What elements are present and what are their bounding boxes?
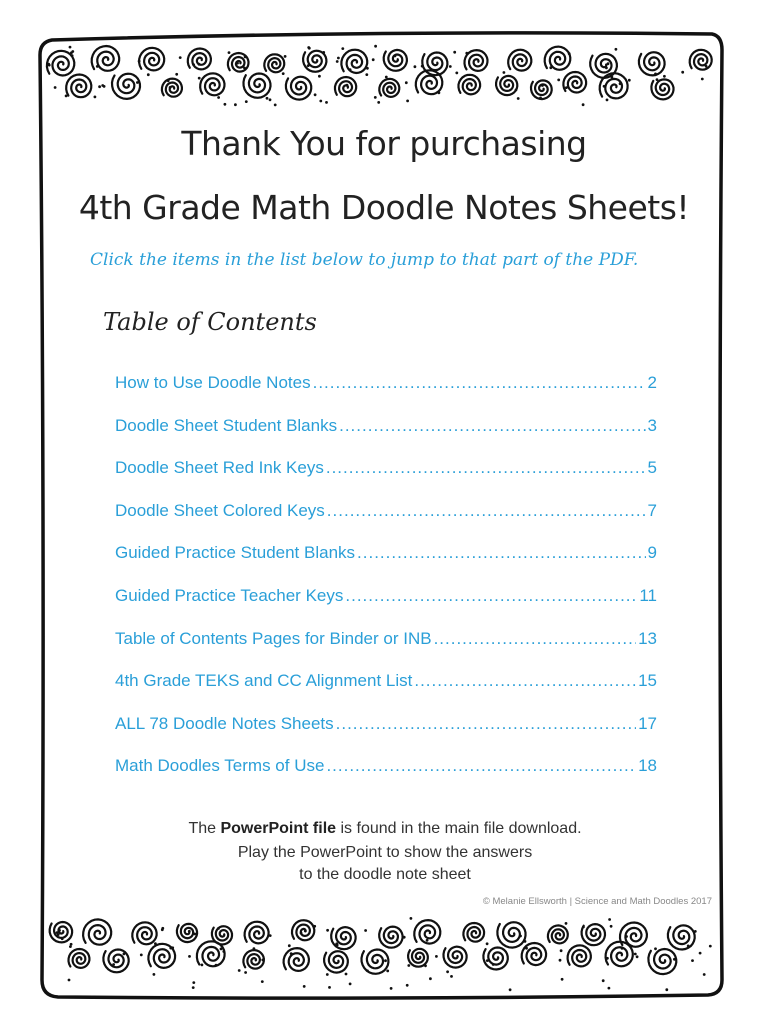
dot-doodle bbox=[486, 959, 489, 962]
swirl-doodle bbox=[582, 924, 605, 945]
toc-item-toc-pages[interactable] bbox=[115, 629, 657, 672]
toc-leader-dots bbox=[327, 501, 646, 521]
dot-doodle bbox=[365, 73, 368, 76]
dot-doodle bbox=[385, 76, 388, 79]
dot-doodle bbox=[453, 51, 456, 54]
dot-doodle bbox=[112, 963, 115, 966]
swirl-doodle bbox=[568, 945, 591, 966]
dot-doodle bbox=[561, 978, 564, 981]
dot-doodle bbox=[282, 72, 285, 75]
dot-doodle bbox=[565, 922, 568, 925]
dot-doodle bbox=[568, 52, 571, 55]
dot-doodle bbox=[101, 84, 104, 87]
dot-doodle bbox=[319, 100, 322, 103]
dot-doodle bbox=[169, 86, 172, 89]
dot-doodle bbox=[405, 81, 408, 84]
swirl-doodle bbox=[292, 920, 314, 940]
swirl-doodle bbox=[606, 942, 633, 967]
dot-doodle bbox=[610, 925, 613, 928]
swirl-doodle bbox=[200, 73, 224, 95]
swirl-doodle bbox=[639, 52, 665, 75]
toc-item-page: 17 bbox=[638, 713, 657, 733]
toc-item-page: 3 bbox=[647, 415, 657, 435]
dot-doodle bbox=[625, 935, 628, 938]
swirl-doodle bbox=[341, 50, 367, 73]
dot-doodle bbox=[450, 975, 453, 978]
swirl-doodle bbox=[69, 949, 90, 968]
swirl-doodle bbox=[531, 80, 552, 99]
dot-doodle bbox=[377, 101, 380, 104]
swirl-doodle bbox=[286, 77, 311, 100]
note-text: is found in the main file download. bbox=[336, 820, 582, 837]
toc-item-label: Doodle Sheet Red Ink Keys bbox=[115, 458, 324, 478]
dot-doodle bbox=[424, 964, 427, 967]
toc-item-label: How to Use Doodle Notes bbox=[115, 373, 311, 392]
toc-item-guided-practice-blanks[interactable] bbox=[115, 543, 657, 586]
dot-doodle bbox=[308, 47, 311, 50]
bottom-swirl-band bbox=[50, 917, 712, 991]
swirl-doodle bbox=[522, 943, 546, 965]
dot-doodle bbox=[435, 955, 438, 958]
toc-item-page: 2 bbox=[647, 373, 657, 392]
dot-doodle bbox=[290, 952, 293, 955]
dot-doodle bbox=[153, 973, 156, 976]
dot-doodle bbox=[236, 62, 239, 65]
page-title-line-2: 4th Grade Math Doodle Notes Sheets! bbox=[78, 188, 690, 227]
dot-doodle bbox=[455, 72, 458, 75]
toc-leader-dots bbox=[339, 416, 645, 436]
dot-doodle bbox=[335, 942, 338, 945]
dot-doodle bbox=[325, 101, 328, 104]
dot-doodle bbox=[465, 52, 468, 55]
swirl-doodle bbox=[362, 950, 389, 974]
dot-doodle bbox=[705, 65, 708, 68]
dot-doodle bbox=[654, 947, 657, 950]
dot-doodle bbox=[525, 947, 528, 950]
dot-doodle bbox=[557, 79, 560, 82]
dot-doodle bbox=[673, 958, 676, 961]
dot-doodle bbox=[61, 937, 64, 940]
swirl-doodle bbox=[690, 50, 712, 70]
dot-doodle bbox=[602, 979, 605, 982]
toc-item-student-blanks[interactable] bbox=[115, 416, 657, 459]
toc-list bbox=[115, 373, 657, 799]
swirl-doodle bbox=[408, 949, 428, 967]
dot-doodle bbox=[341, 47, 344, 50]
toc-item-page: 7 bbox=[647, 500, 657, 520]
swirl-doodle bbox=[648, 949, 676, 974]
toc-leader-dots bbox=[326, 458, 646, 478]
dot-doodle bbox=[539, 97, 542, 100]
dot-doodle bbox=[559, 959, 562, 962]
toc-item-page: 15 bbox=[638, 671, 657, 691]
swirl-doodle bbox=[508, 50, 531, 71]
dot-doodle bbox=[266, 97, 269, 100]
dot-doodle bbox=[217, 927, 220, 930]
dot-doodle bbox=[304, 930, 307, 933]
dot-doodle bbox=[69, 46, 72, 49]
dot-doodle bbox=[244, 56, 247, 59]
dot-doodle bbox=[349, 68, 352, 71]
dot-doodle bbox=[449, 65, 452, 68]
swirl-doodle bbox=[83, 919, 111, 944]
dot-doodle bbox=[154, 942, 157, 945]
toc-item-page: 11 bbox=[639, 585, 657, 605]
dot-doodle bbox=[446, 970, 449, 973]
dot-doodle bbox=[192, 986, 195, 989]
dot-doodle bbox=[94, 96, 97, 99]
toc-item-guided-practice-keys[interactable] bbox=[115, 586, 657, 629]
dot-doodle bbox=[198, 63, 201, 66]
dot-doodle bbox=[140, 954, 143, 957]
dot-doodle bbox=[709, 945, 712, 948]
swirl-doodle bbox=[245, 922, 269, 944]
swirl-doodle bbox=[651, 79, 673, 99]
dot-doodle bbox=[188, 955, 191, 958]
dot-doodle bbox=[524, 940, 527, 943]
dot-doodle bbox=[621, 947, 624, 950]
dot-doodle bbox=[364, 929, 367, 932]
dot-doodle bbox=[136, 81, 139, 84]
swirl-doodle bbox=[335, 77, 356, 96]
dot-doodle bbox=[222, 950, 225, 953]
dot-doodle bbox=[314, 93, 317, 96]
swirl-doodle bbox=[50, 922, 72, 942]
toc-item-label: Table of Contents Pages for Binder or INB bbox=[115, 628, 432, 648]
dot-doodle bbox=[366, 67, 369, 70]
dot-doodle bbox=[703, 973, 706, 976]
toc-leader-dots bbox=[345, 586, 637, 606]
toc-item-page: 5 bbox=[647, 458, 657, 478]
toc-item-page: 13 bbox=[638, 628, 657, 648]
swirl-doodle bbox=[463, 923, 484, 942]
dot-doodle bbox=[606, 99, 609, 102]
note-bold-text: PowerPoint file bbox=[220, 820, 337, 837]
powerpoint-note-line-1 bbox=[150, 820, 620, 838]
toc-leader-dots bbox=[336, 714, 636, 734]
dot-doodle bbox=[284, 55, 287, 58]
dot-doodle bbox=[300, 932, 303, 935]
dot-doodle bbox=[372, 58, 375, 61]
dot-doodle bbox=[336, 60, 339, 63]
dot-doodle bbox=[71, 50, 74, 53]
toc-item-teks-alignment[interactable] bbox=[115, 671, 657, 714]
swirl-doodle bbox=[139, 48, 164, 71]
dot-doodle bbox=[605, 67, 608, 70]
dot-doodle bbox=[326, 929, 329, 932]
dot-doodle bbox=[628, 79, 631, 82]
toc-item-terms-of-use[interactable] bbox=[115, 756, 657, 799]
swirl-doodle bbox=[444, 947, 467, 968]
dot-doodle bbox=[611, 76, 614, 79]
swirl-doodle bbox=[132, 922, 156, 944]
dot-doodle bbox=[345, 973, 348, 976]
toc-item-page: 18 bbox=[638, 756, 657, 776]
dot-doodle bbox=[615, 48, 618, 51]
dot-doodle bbox=[147, 73, 150, 76]
dot-doodle bbox=[654, 73, 657, 76]
dot-doodle bbox=[634, 953, 637, 956]
dot-doodle bbox=[410, 917, 413, 920]
dot-doodle bbox=[619, 82, 622, 85]
dot-doodle bbox=[224, 103, 227, 106]
dot-doodle bbox=[318, 75, 321, 78]
toc-item-colored-keys[interactable] bbox=[115, 501, 657, 544]
dot-doodle bbox=[47, 63, 50, 66]
toc-item-red-ink-keys[interactable] bbox=[115, 458, 657, 501]
instruction-text: Click the items in the list below to jump to that part of the PDF. bbox=[90, 250, 639, 270]
dot-doodle bbox=[608, 987, 611, 990]
swirl-doodle bbox=[331, 927, 355, 949]
dot-doodle bbox=[606, 957, 609, 960]
swirl-doodle bbox=[66, 75, 91, 98]
dot-doodle bbox=[238, 969, 241, 972]
dot-doodle bbox=[386, 970, 389, 973]
dot-doodle bbox=[244, 971, 247, 974]
dot-doodle bbox=[701, 78, 704, 81]
toc-leader-dots bbox=[357, 543, 646, 563]
dot-doodle bbox=[366, 969, 369, 972]
page-title-line-1: Thank You for purchasing bbox=[181, 124, 587, 163]
dot-doodle bbox=[261, 980, 264, 983]
dot-doodle bbox=[636, 955, 639, 958]
toc-item-page: 9 bbox=[647, 543, 657, 563]
dot-doodle bbox=[349, 983, 352, 986]
dot-doodle bbox=[193, 933, 196, 936]
dot-doodle bbox=[192, 63, 195, 66]
dot-doodle bbox=[407, 964, 410, 967]
toc-item-label: Math Doodles Terms of Use bbox=[115, 756, 325, 776]
swirl-doodle bbox=[162, 79, 182, 97]
swirl-doodle bbox=[197, 941, 225, 966]
dot-doodle bbox=[608, 918, 611, 921]
swirl-doodle bbox=[324, 951, 348, 972]
dot-doodle bbox=[98, 85, 101, 88]
dot-doodle bbox=[429, 977, 432, 980]
dot-doodle bbox=[303, 985, 306, 988]
dot-doodle bbox=[322, 51, 325, 54]
swirl-doodle bbox=[188, 49, 211, 70]
dot-doodle bbox=[217, 96, 220, 99]
dot-doodle bbox=[307, 64, 310, 67]
dot-doodle bbox=[374, 45, 377, 48]
dot-doodle bbox=[509, 988, 512, 991]
dot-doodle bbox=[517, 97, 520, 100]
dot-doodle bbox=[421, 65, 424, 68]
dot-doodle bbox=[541, 84, 544, 87]
toc-item-how-to-use[interactable] bbox=[115, 373, 657, 416]
dot-doodle bbox=[414, 65, 417, 68]
swirl-doodle bbox=[264, 54, 284, 72]
dot-doodle bbox=[274, 104, 277, 107]
dot-doodle bbox=[245, 100, 248, 103]
dot-doodle bbox=[58, 929, 61, 932]
toc-item-label: ALL 78 Doodle Notes Sheets bbox=[115, 713, 334, 733]
dot-doodle bbox=[665, 988, 668, 991]
dot-doodle bbox=[96, 65, 99, 68]
dot-doodle bbox=[161, 928, 164, 931]
dot-doodle bbox=[169, 947, 172, 950]
swirl-doodle bbox=[303, 51, 326, 72]
dot-doodle bbox=[406, 100, 409, 103]
dot-doodle bbox=[681, 71, 684, 74]
dot-doodle bbox=[503, 71, 506, 74]
dot-doodle bbox=[687, 945, 690, 948]
dot-doodle bbox=[384, 959, 387, 962]
swirl-doodle bbox=[384, 50, 407, 71]
dot-doodle bbox=[220, 948, 223, 951]
dot-doodle bbox=[337, 57, 340, 60]
dot-doodle bbox=[560, 949, 563, 952]
dot-doodle bbox=[167, 79, 170, 82]
swirl-doodle bbox=[284, 948, 309, 971]
swirl-doodle bbox=[47, 51, 74, 76]
dot-doodle bbox=[438, 91, 441, 94]
top-swirl-band bbox=[47, 45, 712, 107]
copyright-notice: © Melanie Ellsworth | Science and Math Doodles 2017 bbox=[482, 896, 712, 907]
dot-doodle bbox=[519, 935, 522, 938]
toc-item-label: 4th Grade TEKS and CC Alignment List bbox=[115, 671, 413, 691]
dot-doodle bbox=[57, 933, 60, 936]
swirl-doodle bbox=[459, 75, 481, 95]
dot-doodle bbox=[486, 942, 489, 945]
dot-doodle bbox=[68, 979, 71, 982]
dot-doodle bbox=[582, 926, 585, 929]
dot-doodle bbox=[603, 85, 606, 88]
toc-item-label: Doodle Sheet Colored Keys bbox=[115, 500, 325, 520]
dot-doodle bbox=[71, 54, 74, 57]
dot-doodle bbox=[69, 945, 72, 948]
dot-doodle bbox=[549, 66, 552, 69]
dot-doodle bbox=[607, 62, 610, 65]
swirl-doodle bbox=[483, 948, 507, 970]
dot-doodle bbox=[656, 78, 659, 81]
toc-leader-dots bbox=[313, 373, 646, 393]
dot-doodle bbox=[426, 939, 429, 942]
powerpoint-note-line-2: Play the PowerPoint to show the answers bbox=[237, 844, 533, 861]
toc-leader-dots bbox=[326, 756, 636, 776]
dot-doodle bbox=[65, 95, 68, 98]
dot-doodle bbox=[374, 96, 377, 99]
toc-leader-dots bbox=[434, 629, 637, 649]
dot-doodle bbox=[243, 67, 246, 70]
dot-doodle bbox=[288, 944, 291, 947]
dot-doodle bbox=[234, 103, 237, 106]
dot-doodle bbox=[215, 964, 218, 967]
dot-doodle bbox=[228, 51, 231, 54]
dot-doodle bbox=[406, 984, 409, 987]
dot-doodle bbox=[313, 925, 316, 928]
dot-doodle bbox=[492, 963, 495, 966]
swirl-doodle bbox=[92, 46, 120, 71]
powerpoint-note-line-3: to the doodle note sheet bbox=[299, 866, 471, 883]
dot-doodle bbox=[328, 986, 331, 989]
dot-doodle bbox=[694, 930, 697, 933]
dot-doodle bbox=[691, 959, 694, 962]
dot-doodle bbox=[54, 86, 57, 89]
dot-doodle bbox=[663, 75, 666, 78]
swirl-doodle bbox=[563, 72, 586, 93]
swirl-doodle bbox=[548, 925, 568, 943]
dot-doodle bbox=[515, 89, 518, 92]
toc-item-label: Guided Practice Teacher Keys bbox=[115, 585, 344, 605]
swirl-doodle bbox=[668, 925, 695, 949]
dot-doodle bbox=[565, 86, 568, 89]
dot-doodle bbox=[179, 56, 182, 59]
dot-doodle bbox=[138, 60, 141, 63]
dot-doodle bbox=[326, 973, 329, 976]
dot-doodle bbox=[582, 103, 585, 106]
dot-doodle bbox=[253, 947, 256, 950]
dot-doodle bbox=[201, 964, 204, 967]
swirl-doodle bbox=[103, 950, 128, 973]
toc-leader-dots bbox=[414, 671, 636, 691]
toc-item-label: Guided Practice Student Blanks bbox=[115, 543, 356, 563]
dot-doodle bbox=[261, 959, 264, 962]
dot-doodle bbox=[192, 981, 195, 984]
swirl-doodle bbox=[379, 79, 399, 97]
dot-doodle bbox=[123, 953, 126, 956]
swirl-doodle bbox=[496, 76, 517, 95]
swirl-doodle bbox=[379, 927, 402, 948]
dot-doodle bbox=[175, 73, 178, 76]
dot-doodle bbox=[699, 952, 702, 955]
toc-item-all-sheets[interactable] bbox=[115, 714, 657, 757]
swirl-doodle bbox=[545, 47, 571, 70]
dot-doodle bbox=[403, 936, 406, 939]
dot-doodle bbox=[198, 77, 201, 80]
swirl-doodle bbox=[244, 74, 271, 98]
note-text: The bbox=[188, 820, 221, 837]
dot-doodle bbox=[269, 98, 272, 101]
dot-doodle bbox=[269, 934, 272, 937]
toc-item-label: Doodle Sheet Student Blanks bbox=[115, 415, 338, 435]
toc-heading: Table of Contents bbox=[103, 308, 317, 336]
dot-doodle bbox=[188, 930, 191, 933]
swirl-doodle bbox=[243, 950, 264, 969]
dot-doodle bbox=[390, 987, 393, 990]
dot-doodle bbox=[394, 55, 397, 58]
dot-doodle bbox=[346, 84, 349, 87]
swirl-doodle bbox=[112, 74, 140, 99]
